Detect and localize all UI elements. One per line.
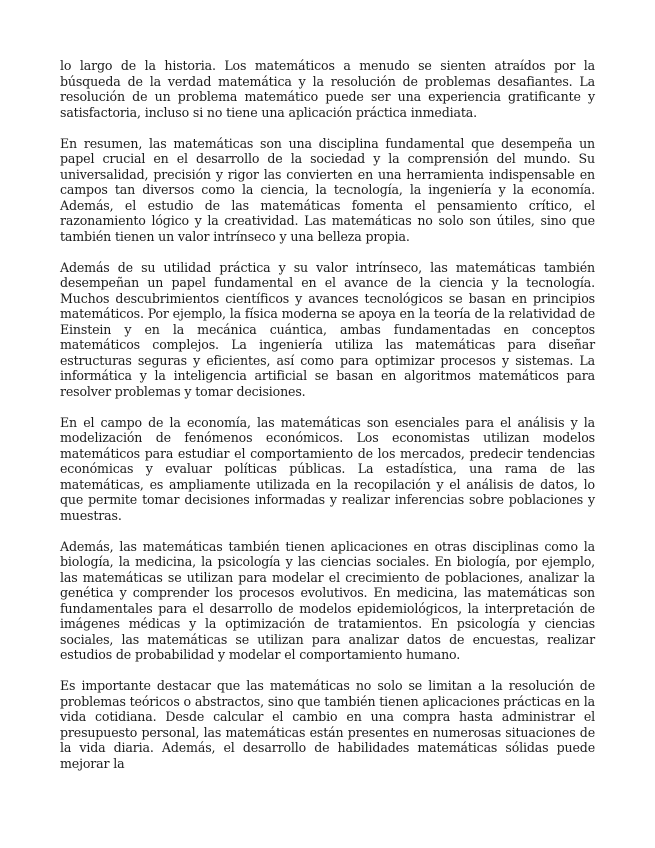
paragraph: Además de su utilidad práctica y su valor intrínseco, las matemáticas también desempeñan un papel fundamental en el avance de la ciencia y la tecnología. Muchos descubrimientos científicos y avances tecnológicos se basan en principios matemáticos. Por ejemplo, la física moderna se apoya en la teoría de la relatividad de Einstein y en la mecánica cuántica, ambas fundamentadas en conceptos matemáticos complejos. La ingeniería utiliza las matemáticas para diseñar estructuras seguras y eficientes, así como para optimizar procesos y sistemas. La informática y la inteligencia artificial se basan en algoritmos matemáticos para resolver problemas y tomar decisiones. (60, 259, 595, 399)
document-page (60, 58, 595, 787)
paragraph: En resumen, las matemáticas son una disciplina fundamental que desempeña un papel crucial en el desarrollo de la sociedad y la comprensión del mundo. Su universalidad, precisión y rigor las convierten en una herramienta indispensable en campos tan diversos como la ciencia, la tecnología, la ingeniería y la economía. Además, el estudio de las matemáticas fomenta el pensamiento crítico, el razonamiento lógico y la creatividad. Las matemáticas no solo son útiles, sino que también tienen un valor intrínseco y una belleza propia. (60, 135, 595, 244)
paragraph: Además, las matemáticas también tienen aplicaciones en otras disciplinas como la biología, la medicina, la psicología y las ciencias sociales. En biología, por ejemplo, las matemáticas se utilizan para modelar el crecimiento de poblaciones, analizar la genética y comprender los procesos evolutivos. En medicina, las matemáticas son fundamentales para el desarrollo de modelos epidemiológicos, la interpretación de imágenes médicas y la optimización de tratamientos. En psicología y ciencias sociales, las matemáticas se utilizan para analizar datos de encuestas, realizar estudios de probabilidad y modelar el comportamiento humano. (60, 538, 595, 662)
paragraph: En el campo de la economía, las matemáticas son esenciales para el análisis y la modelización de fenómenos económicos. Los economistas utilizan modelos matemáticos para estudiar el comportamiento de los mercados, predecir tendencias económicas y evaluar políticas públicas. La estadística, una rama de las matemáticas, es ampliamente utilizada en la recopilación y el análisis de datos, lo que permite tomar decisiones informadas y realizar inferencias sobre poblaciones y muestras. (60, 414, 595, 523)
paragraph: Es importante destacar que las matemáticas no solo se limitan a la resolución de problemas teóricos o abstractos, sino que también tienen aplicaciones prácticas en la vida cotidiana. Desde calcular el cambio en una compra hasta administrar el presupuesto personal, las matemáticas están presentes en numerosas situaciones de la vida diaria. Además, el desarrollo de habilidades matemáticas sólidas puede mejorar la (60, 678, 595, 771)
paragraph: lo largo de la historia. Los matemáticos a menudo se sienten atraídos por la búsqueda de la verdad matemática y la resolución de problemas desafiantes. La resolución de un problema matemático puede ser una experiencia gratificante y satisfactoria, incluso si no tiene una aplicación práctica inmediata. (60, 58, 595, 120)
